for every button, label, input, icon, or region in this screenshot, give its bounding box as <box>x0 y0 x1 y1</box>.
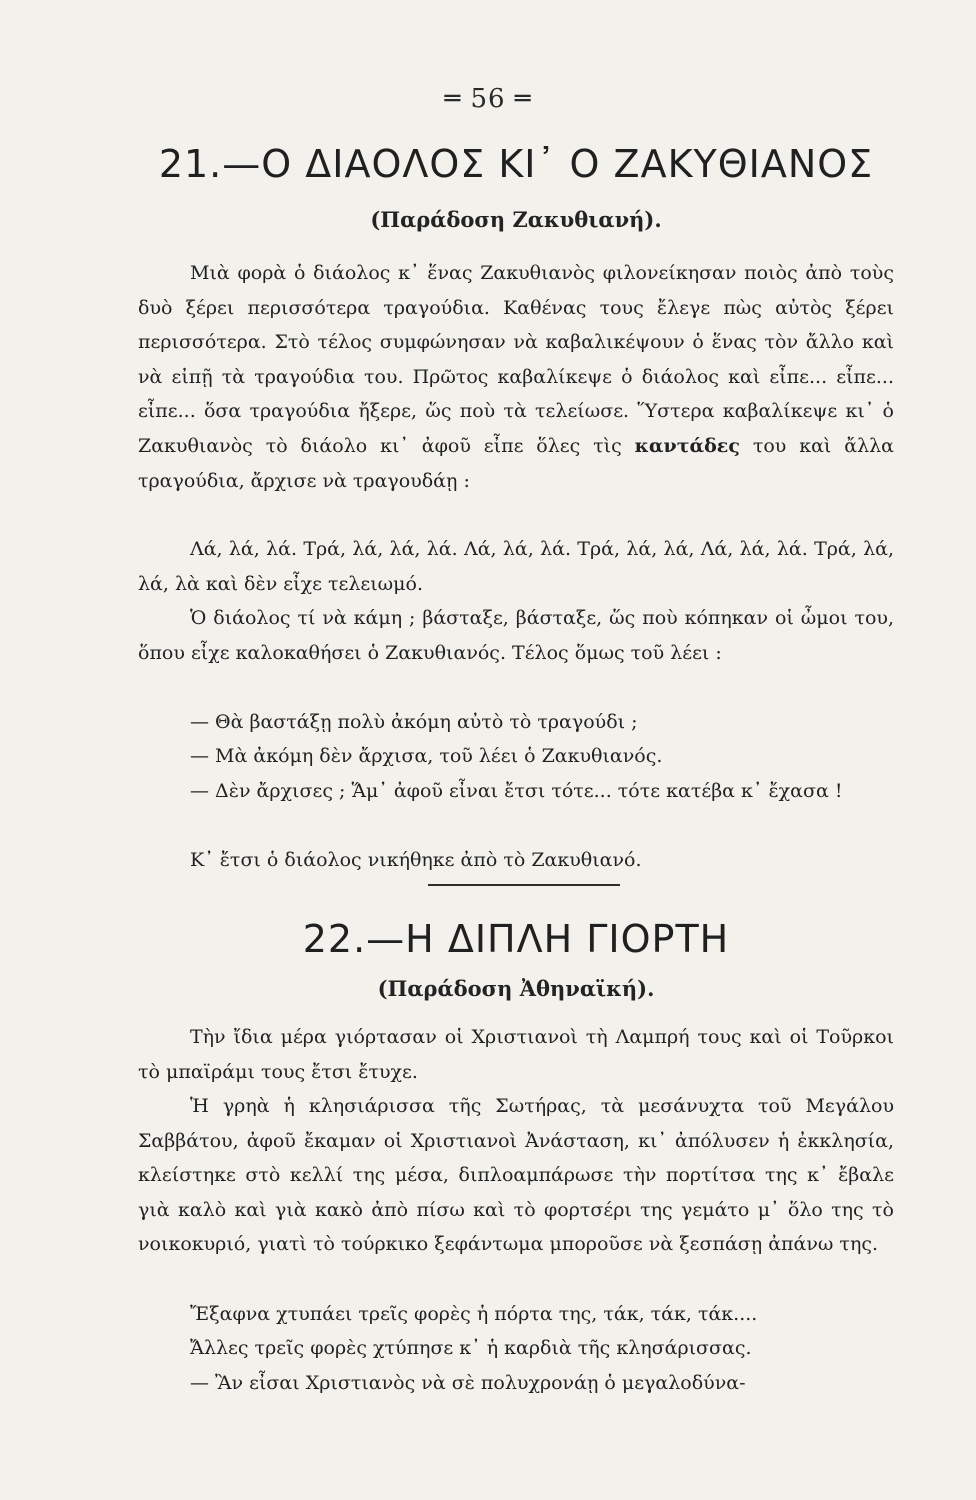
story-1-title: 21.—Ο ΔΙΑΟΛΟΣ ΚΙ᾽ Ο ΖΑΚΥΘΙΑΝΟΣ <box>158 142 874 186</box>
story-1-paragraph-end: Κ᾽ ἔτσι ὁ διάολος νικήθηκε ἀπὸ τὸ Ζακυθιανό. <box>190 849 642 871</box>
story-2-paragraph-5: — Ἂν εἶσαι Χριστιανὸς νὰ σὲ πολυχρονάῃ ὁ μεγαλοδύνα- <box>190 1372 746 1394</box>
story-2-paragraph-3: Ἔξαφνα χτυπάει τρεῖς φορὲς ἡ πόρτα της, τάκ, τάκ, τάκ.... <box>190 1303 758 1325</box>
story-2-paragraph-1: Τὴν ἴδια μέρα γιόρτασαν οἱ Χριστιανοὶ τὴ Λαμπρή τους καὶ οἱ Τοῦρκοι τὸ μπαϊράμι τους ἔτσι ἔτυχε. <box>138 1026 894 1083</box>
emphasized-word: καντάδες <box>634 434 740 457</box>
story-1-dialogue-3: — Δὲν ἄρχισες ; Ἅμ᾽ ἀφοῦ εἶναι ἔτσι τότε... τότε κατέβα κ᾽ ἔχασα ! <box>190 780 843 802</box>
story-1-dialogue-2: — Μὰ ἀκόμη δὲν ἄρχισα, τοῦ λέει ὁ Ζακυθιανός. <box>190 745 663 767</box>
story-1-subtitle: (Παράδοση Ζακυθιανή). <box>370 207 662 232</box>
page-number: ═ 56 ═ <box>444 84 532 114</box>
story-1-paragraph-3: Ὁ διάολος τί νὰ κάμη ; βάσταξε, βάσταξε, ὥς ποὺ κόπηκαν οἱ ὦμοι του, ὅπου εἶχε καλοκαθήσει ὁ Ζακυθιανός. Τέλος ὅμως τοῦ λέει : <box>138 607 894 664</box>
story-1-dialogue-1: — Θὰ βαστάξῃ πολὺ ἀκόμη αὐτὸ τὸ τραγούδι ; <box>190 711 638 733</box>
story-2-paragraph-4: Ἄλλες τρεῖς φορὲς χτύπησε κ᾽ ἡ καρδιὰ τῆς κλησάρισσας. <box>190 1337 752 1359</box>
story-1-paragraph-1: Μιὰ φορὰ ὁ διάολος κ᾽ ἕνας Ζακυθιανὸς φιλονείκησαν ποιὸς ἀπὸ τοὺς δυὸ ξέρει περισσότερα τραγούδια. Καθένας τους ἔλεγε πὼς αὐτὸς ξέρει περισσότερα. Στὸ τέλος συμφώνησαν νὰ καβαλικέψουν ὁ ἕνας τὸν ἄλλο καὶ νὰ εἰπῇ τὰ τραγούδια του. Πρῶτος καβαλίκεψε ὁ διάολος καὶ εἶπε... εἶπε... εἶπε... ὅσα τραγούδια ἤξερε, ὥς ποὺ τὰ τελείωσε. Ὕστερα καβαλίκεψε κι᾽ ὁ Ζακυθιανὸς τὸ διάολο κι᾽ ἀφοῦ εἶπε ὅλες τὶς καντάδες του καὶ ἄλλα τραγούδια, ἄρχισε νὰ τραγουδάῃ : <box>138 262 894 492</box>
story-2-title: 22.—Η ΔΙΠΛΗ ΓΙΟΡΤΗ <box>302 917 730 961</box>
story-1-paragraph-2: Λά, λά, λά. Τρά, λά, λά, λά. Λά, λά, λά. Τρά, λά, λά, Λά, λά, λά. Τρά, λά, λά, λὰ καὶ δὲν εἶχε τελειωμό. <box>138 538 894 595</box>
story-2-subtitle: (Παράδοση Ἀθηναϊκή). <box>377 976 655 1001</box>
story-2-paragraph-2: Ἡ γρηὰ ἡ κλησιάρισσα τῆς Σωτήρας, τὰ μεσάνυχτα τοῦ Μεγάλου Σαββάτου, ἀφοῦ ἔκαμαν οἱ Χριστιανοὶ Ἀνάσταση, κι᾽ ἀπόλυσεν ἡ ἐκκλησία, κλείστηκε στὸ κελλί της μέσα, διπλοαμπάρωσε τὴν πορτίτσα της κ᾽ ἔβαλε γιὰ καλὸ καὶ γιὰ κακὸ ἀπὸ πίσω καὶ τὸ φορτσέρι της γεμάτο μ᾽ ὅλο της τὸ νοικοκυριό, γιατὶ τὸ τούρκικο ξεφάντωμα μποροῦσε νὰ ξεσπάσῃ ἀπάνω της. <box>138 1095 894 1256</box>
section-divider <box>428 884 620 886</box>
